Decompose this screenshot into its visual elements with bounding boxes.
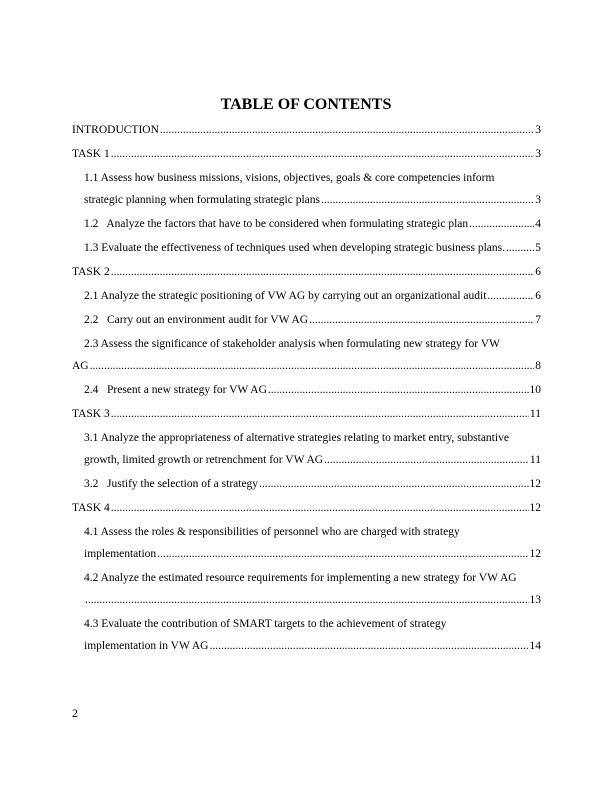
- toc-page-number: 3: [535, 148, 541, 160]
- dot-leader: [268, 379, 529, 401]
- dot-leader: [111, 143, 535, 165]
- toc-entry-3-1[interactable]: [72, 427, 541, 471]
- toc-page-number: 10: [529, 384, 541, 396]
- toc-entry-task-2[interactable]: [72, 261, 541, 283]
- toc-entry-label: 2.2 Carry out an environment audit for VW AG: [84, 314, 309, 326]
- toc-page-number: 11: [529, 408, 541, 420]
- toc-page-number: 3: [535, 124, 541, 136]
- dot-leader: [309, 309, 534, 331]
- toc-page-number: 4: [535, 218, 541, 230]
- dot-leader: [111, 403, 529, 425]
- toc-entry-task-3[interactable]: [72, 403, 541, 425]
- toc-page-number: 12: [529, 502, 541, 514]
- toc-entry-label: TASK 2: [72, 266, 110, 278]
- toc-entry-label-line2: implementation in VW AG: [84, 640, 209, 652]
- dot-leader: [111, 261, 535, 283]
- toc-entry-task-4[interactable]: [72, 497, 541, 519]
- dot-leader: [111, 497, 529, 519]
- toc-entry-introduction[interactable]: [72, 119, 541, 141]
- toc-entry-label-line1: 4.2 Analyze the estimated resource requirements for implementing a new strategy for VW AG: [84, 572, 517, 584]
- dot-leader: [85, 589, 529, 611]
- dot-leader: [469, 213, 534, 235]
- toc-entry-task-1[interactable]: [72, 143, 541, 165]
- dot-leader: [324, 449, 529, 471]
- toc-entry-4-2[interactable]: [72, 567, 541, 611]
- toc-entry-2-2[interactable]: [72, 309, 541, 331]
- toc-entry-label: 2.1 Analyze the strategic positioning of VW AG by carrying out an organizational audit: [84, 290, 487, 302]
- dot-leader: [506, 237, 534, 259]
- dot-leader: [209, 635, 528, 657]
- dot-leader: [487, 285, 534, 307]
- toc-page-number: 13: [529, 594, 541, 606]
- dot-leader: [90, 355, 535, 377]
- toc-entry-2-4[interactable]: [72, 379, 541, 401]
- dot-leader: [259, 473, 528, 495]
- toc-entry-label-line1: 3.1 Analyze the appropriateness of alternative strategies relating to market entry, substantive: [84, 432, 509, 444]
- toc-page-number: 6: [535, 290, 541, 302]
- toc-entry-label: TASK 3: [72, 408, 110, 420]
- toc-entry-label-line1: 4.3 Evaluate the contribution of SMART targets to the achievement of strategy: [84, 618, 447, 630]
- toc-entry-label: 2.4 Present a new strategy for VW AG: [84, 384, 267, 396]
- toc-entry-2-3[interactable]: [72, 333, 541, 377]
- toc-page-number: 12: [529, 548, 541, 560]
- toc-entry-1-2[interactable]: [72, 213, 541, 235]
- toc-entry-label-line2: implementation: [84, 548, 157, 560]
- toc-entry-label: TASK 1: [72, 148, 110, 160]
- toc-entry-2-1[interactable]: [72, 285, 541, 307]
- table-of-contents: [72, 119, 541, 659]
- toc-entry-label: 1.3 Evaluate the effectiveness of techniques used when developing strategic business plans.: [84, 242, 506, 254]
- toc-entry-label: TASK 4: [72, 502, 110, 514]
- toc-entry-label-line2: growth, limited growth or retrenchment for VW AG: [84, 454, 324, 466]
- dot-leader: [321, 189, 534, 211]
- toc-page-number: 11: [529, 454, 541, 466]
- toc-entry-1-1[interactable]: [72, 167, 541, 211]
- toc-entry-1-3[interactable]: [72, 237, 541, 259]
- toc-entry-3-2[interactable]: [72, 473, 541, 495]
- dot-leader: [157, 543, 528, 565]
- toc-page-number: 12: [529, 478, 541, 490]
- toc-entry-label-line1: 2.3 Assess the significance of stakeholder analysis when formulating new strategy for VW: [84, 338, 500, 350]
- page-title: TABLE OF CONTENTS: [220, 96, 392, 113]
- toc-entry-label-line1: 1.1 Assess how business missions, visions, objectives, goals & core competencies inform: [84, 172, 495, 184]
- toc-page-number: 6: [535, 266, 541, 278]
- dot-leader: [160, 119, 534, 141]
- toc-entry-label-line1: 4.1 Assess the roles & responsibilities of personnel who are charged with strategy: [84, 526, 460, 538]
- toc-entry-4-3[interactable]: [72, 613, 541, 657]
- toc-page-number: 8: [535, 360, 541, 372]
- toc-page-number: 14: [529, 640, 541, 652]
- toc-page-number: 3: [535, 194, 541, 206]
- toc-entry-4-1[interactable]: [72, 521, 541, 565]
- toc-page-number: 5: [535, 242, 541, 254]
- toc-page-number: 7: [535, 314, 541, 326]
- page-number: 2: [72, 706, 78, 720]
- toc-entry-label: 3.2 Justify the selection of a strategy: [84, 478, 259, 490]
- toc-entry-label: 1.2 Analyze the factors that have to be considered when formulating strategic plan: [84, 218, 469, 230]
- toc-entry-label-line2: strategic planning when formulating strategic plans: [84, 194, 321, 206]
- toc-entry-label: INTRODUCTION: [72, 124, 159, 136]
- toc-entry-label-line2: AG: [72, 360, 89, 372]
